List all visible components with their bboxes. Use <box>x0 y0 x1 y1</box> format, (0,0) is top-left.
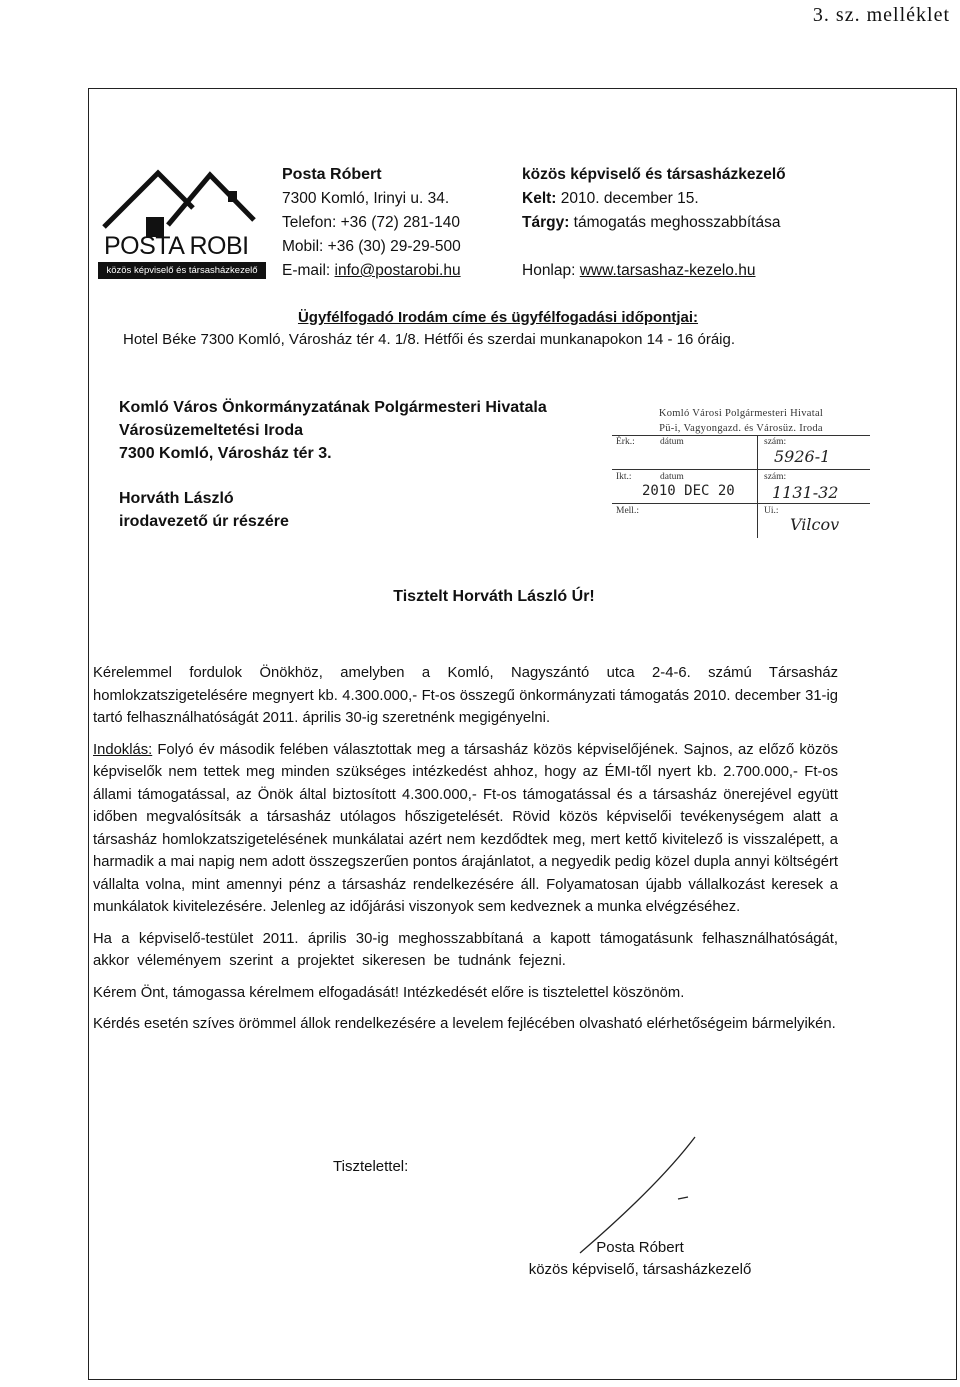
paragraph-4: Kérem Önt, támogassa kérelmem elfogadását! Intézkedését előre is tisztelettel köszönöm. <box>93 984 685 1001</box>
date-value: 2010. december 15. <box>556 190 699 207</box>
sender-name: Posta Róbert <box>282 166 382 183</box>
signer-name: Posta Róbert <box>596 1239 684 1256</box>
date-row <box>522 187 786 211</box>
office-line: Hotel Béke 7300 Komló, Városház tér 4. 1/8. Hétfői és szerdai munkanapokon 14 - 16 óráig. <box>123 331 736 348</box>
stamp-header-2: Pü-i, Vagyongazd. és Városüz. Iroda <box>659 423 823 434</box>
paragraph-3: Ha a képviselő-testület 2011. április 30-ig meghosszabbítaná a kapott támogatásunk felhasználhatóságát, akkor véleményem szerint a projektet sikeresen be tudnánk fejezni. <box>93 930 838 969</box>
stamp-szam-label-1: szám: <box>764 437 787 447</box>
paragraph-5: Kérdés esetén szíves örömmel állok rendelkezésére a levelem fejlécében olvasható elérhetőségeim bármelyikén. <box>93 1016 836 1032</box>
logo-tagline: közös képviselő és társasházkezelő <box>98 262 266 279</box>
recipient-block <box>119 396 547 533</box>
sender-mobile: Mobil: +36 (30) 29-29-500 <box>282 238 461 255</box>
web-row <box>522 259 786 283</box>
annex-label: 3. sz. melléklet <box>812 4 950 26</box>
web-link[interactable]: www.tarsashaz-kezelo.hu <box>579 262 756 279</box>
paragraph-1: Kérelemmel fordulok Önökhöz, amelyben a Komló, Nagyszántó utca 2-4-6. számú Társasház homlokzatszigetelésére megnyert kb. 4.300.000,- Ft-os összegű önkormányzati támogatás 2010. december 31-ig tartó felhasználhatóságát 2011. április 30-ig szeretnénk megigényelni. <box>93 665 838 726</box>
reason-text: Folyó év második felében választottak meg a társasház közös képviselőjének. Sajnos, az előző közös képviselők nem tettek meg minden szükséges intézkedést ahhoz, hogy az ÉMI-től nyert kb. 2.700.000,- Ft-os állami támogatással, az Önök által biztosított 4.300.000,- Ft-os támogatással és a társasház önerejével együtt időben megvalósítsák a társasház utólagos hőszigetelését. Rövid közös képviselői tevékenységem alatt a társasház homlokzatszigetelésének munkálatai azért nem kezdődtek meg, mert kettő kivitelező is visszalépett, a harmadik a mai napig nem adott összegszerűen pontos árajánlatot, a negyedik pedig közel dupla annyi költségért vállalta volna, mint amennyi pénz a társasház rendelkezésére áll. Folyamatosan újabb vállalkozást keresek a munkálatok kivitelezésére. Jelenleg az időjárási viszonyok sem kedveznek a munka elvégzéséhez. <box>93 741 838 915</box>
salutation: Tisztelt Horváth László Úr! <box>393 588 595 605</box>
stamp-ikt-label: Ikt.: <box>616 472 632 482</box>
stamp-datum-label-1: dátum <box>660 437 684 447</box>
signer-role: közös képviselő, társasházkezelő <box>528 1261 752 1278</box>
subject-value: támogatás meghosszabbítása <box>569 214 781 231</box>
sender-role: közös képviselő és társasházkezelő <box>522 166 786 183</box>
registration-stamp <box>612 405 870 538</box>
sender-phone: Telefon: +36 (72) 281-140 <box>282 214 460 231</box>
stamp-handwritten-number-2: 1131-32 <box>772 483 839 502</box>
stamp-date-value: 2010 DEC 20 <box>642 483 735 499</box>
stamp-datum-label-2: datum <box>660 472 684 482</box>
sender-email-row <box>282 259 461 283</box>
sender-address: 7300 Komló, Irinyi u. 34. <box>282 190 450 207</box>
date-label: Kelt: <box>522 190 557 207</box>
letter-meta <box>522 163 786 283</box>
logo-name: POSTA ROBI <box>104 232 249 260</box>
office-info <box>123 307 843 351</box>
stamp-szam-label-2: szám: <box>764 472 787 482</box>
signer-block <box>510 1237 770 1281</box>
office-title: Ügyfélfogadó Irodám címe és ügyfélfogadási időpontjai: <box>297 309 699 326</box>
stamp-erk-label: Érk.: <box>616 437 635 447</box>
recipient-line-1: Komló Város Önkormányzatának Polgármesteri Hivatala <box>119 399 547 416</box>
letter-body <box>93 662 838 1045</box>
recipient-line-4: Horváth László <box>119 490 234 507</box>
email-prefix: E-mail: <box>282 262 335 279</box>
stamp-header-1: Komló Városi Polgármesteri Hivatal <box>658 408 824 419</box>
stamp-mell-label: Mell.: <box>616 506 639 516</box>
paragraph-2 <box>93 739 838 919</box>
subject-row <box>522 211 786 235</box>
stamp-handwritten-number-1: 5926-1 <box>774 447 831 466</box>
sender-contact <box>282 163 461 283</box>
reason-label: Indoklás: <box>93 741 153 758</box>
stamp-handwritten-ui: Vilcov <box>790 515 840 534</box>
web-prefix: Honlap: <box>522 262 580 279</box>
recipient-line-2: Városüzemeltetési Iroda <box>119 422 304 439</box>
subject-label: Tárgy: <box>522 214 570 231</box>
closing: Tisztelettel: <box>333 1158 409 1175</box>
email-link[interactable]: info@postarobi.hu <box>334 262 461 279</box>
recipient-line-5: irodavezető úr részére <box>119 513 289 530</box>
stamp-ui-label: Ui.: <box>764 506 779 516</box>
recipient-line-3: 7300 Komló, Városház tér 3. <box>119 445 332 462</box>
